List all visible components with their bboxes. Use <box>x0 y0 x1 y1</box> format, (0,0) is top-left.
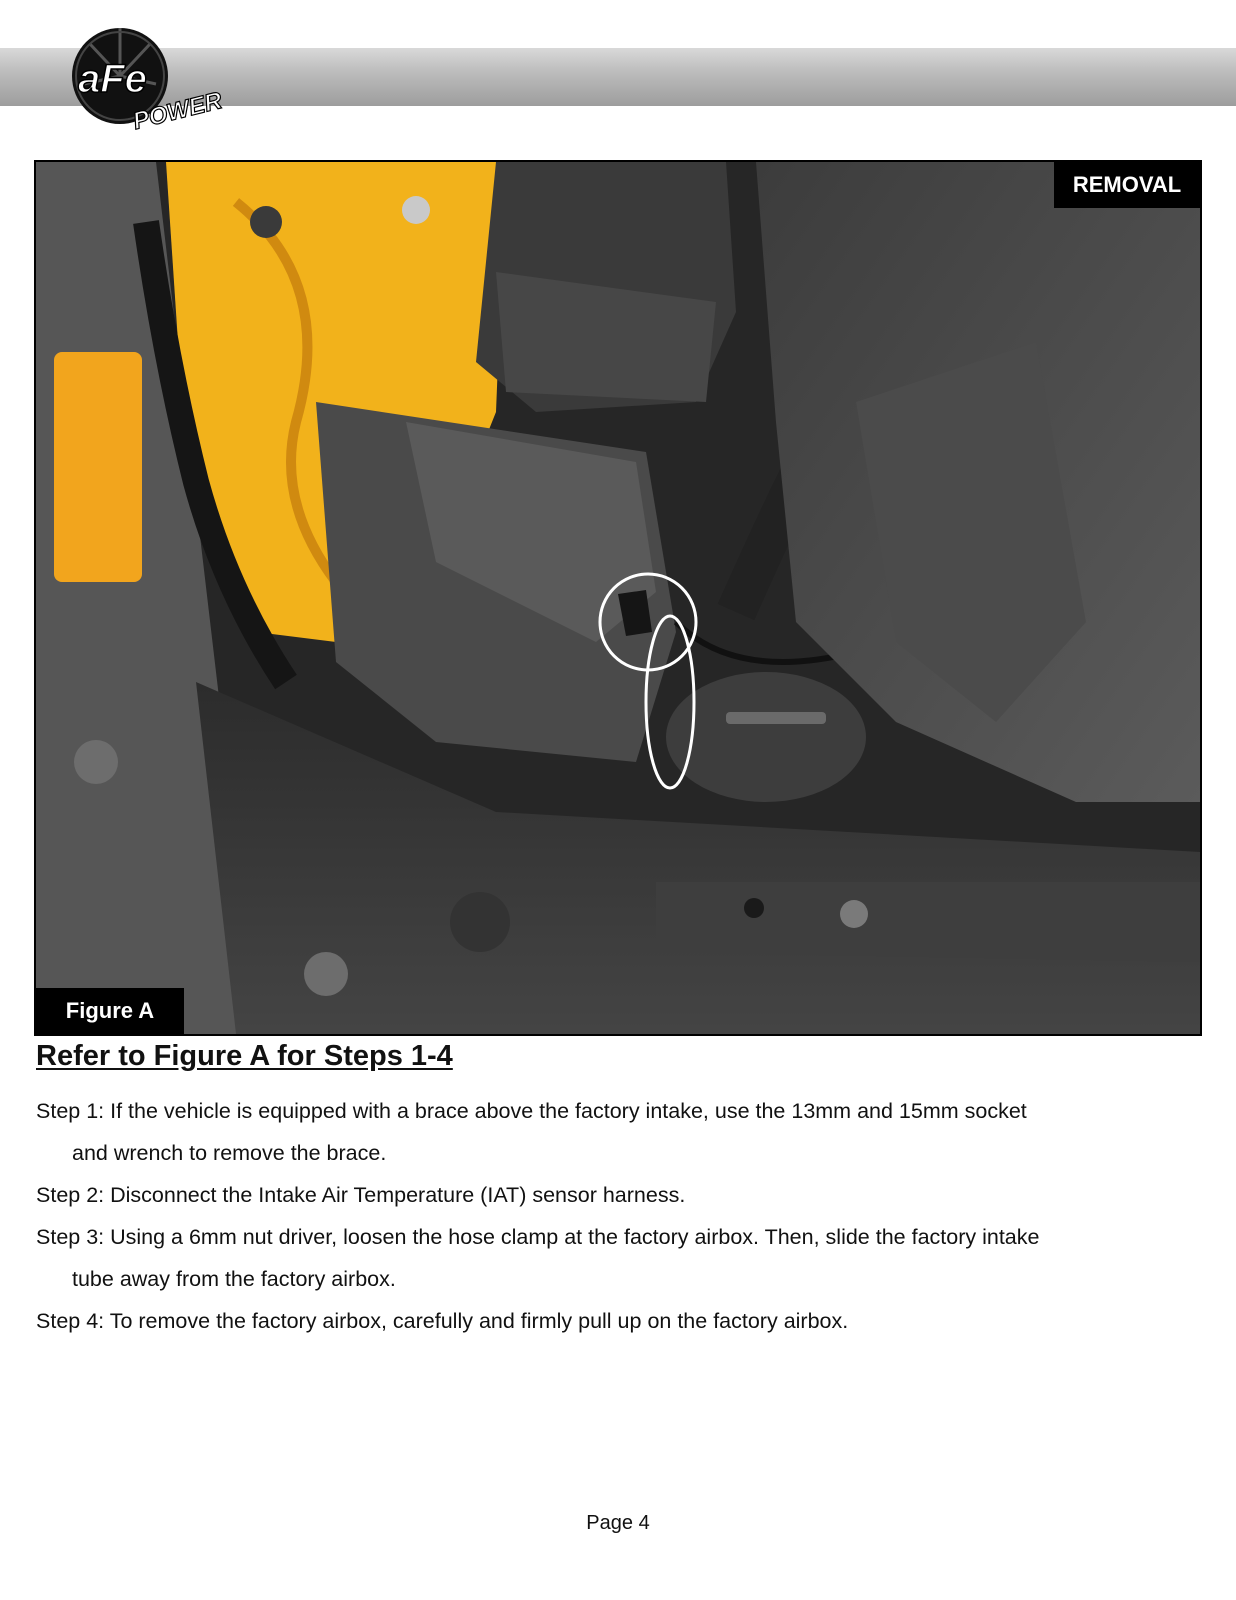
step-3-line-2: tube away from the factory airbox. <box>72 1267 396 1291</box>
page-number: Page 4 <box>586 1512 650 1534</box>
step-1 <box>36 1090 1206 1174</box>
figure-a-photo <box>34 160 1202 1036</box>
step-4-line-1: Step 4: To remove the factory airbox, carefully and firmly pull up on the factory airbox. <box>36 1309 849 1333</box>
brand-logo <box>70 24 240 136</box>
step-3 <box>36 1216 1206 1300</box>
afe-logo-icon <box>70 24 240 136</box>
step-2-line-1: Step 2: Disconnect the Intake Air Temperature (IAT) sensor harness. <box>36 1183 686 1207</box>
step-3-line-1: Step 3: Using a 6mm nut driver, loosen the hose clamp at the factory airbox. Then, slide the factory intake <box>36 1225 1040 1249</box>
engine-bay-photo-icon <box>36 162 1200 1034</box>
section-title: Refer to Figure A for Steps 1-4 <box>36 1040 453 1072</box>
step-1-line-1: Step 1: If the vehicle is equipped with a brace above the factory intake, use the 13mm and 15mm socket <box>36 1099 1027 1123</box>
step-2 <box>36 1174 1206 1216</box>
step-4 <box>36 1300 1206 1342</box>
removal-label: REMOVAL <box>1054 162 1200 208</box>
figure-caption: Figure A <box>36 988 184 1034</box>
step-1-line-2: and wrench to remove the brace. <box>72 1141 387 1165</box>
brand-main-text: aFe <box>78 57 147 101</box>
brand-sub-text: POWER <box>130 87 225 136</box>
steps-list <box>36 1090 1206 1342</box>
